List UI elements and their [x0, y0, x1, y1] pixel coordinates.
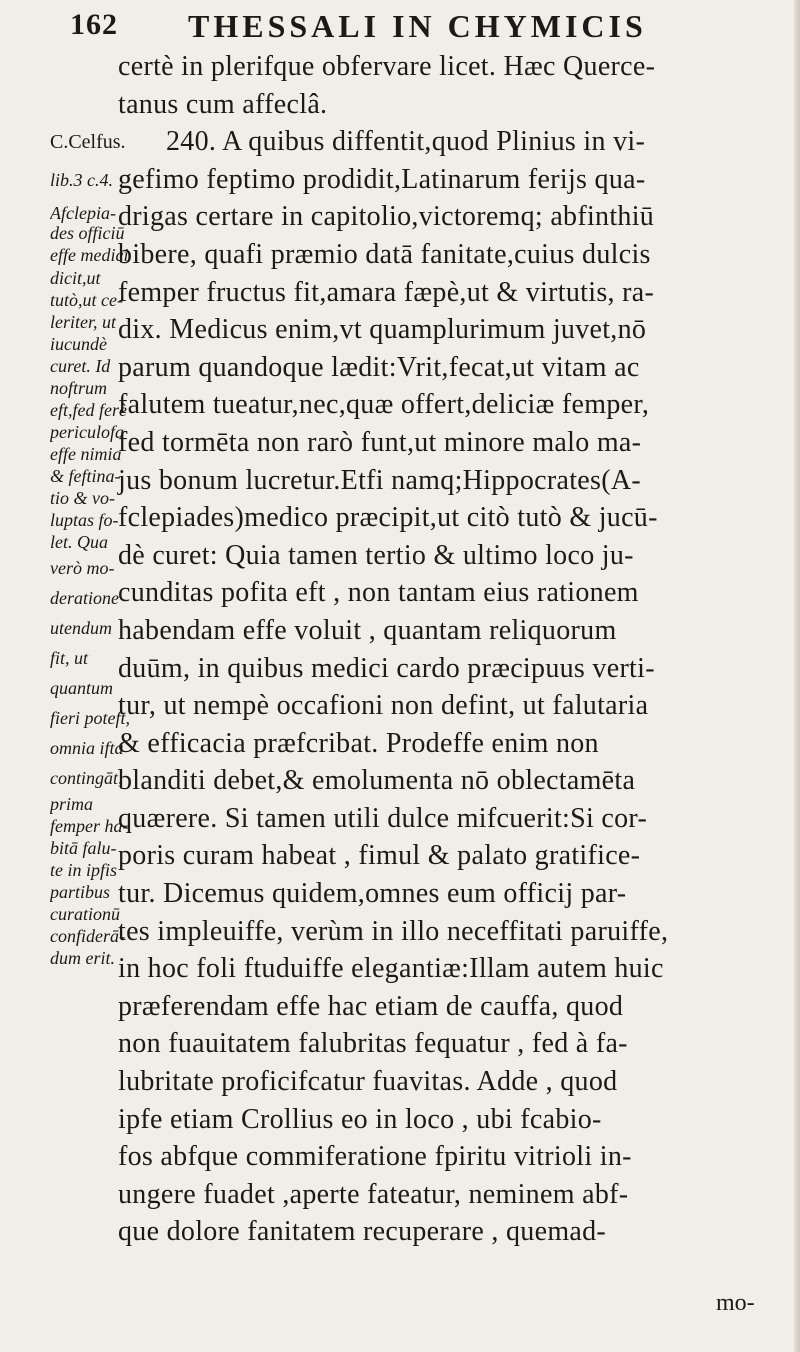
text-line: tanus cum affeclâ.	[118, 88, 328, 120]
margin-note: tutò,ut ce-	[50, 290, 123, 311]
text-line: lubritate proficifcatur fuavitas. Adde , quod	[118, 1066, 618, 1098]
margin-note: te in ipfis	[50, 860, 117, 881]
margin-notes	[50, 124, 162, 969]
margin-note: des officiū	[50, 223, 125, 244]
margin-note: curationū	[50, 904, 120, 925]
margin-note: verò mo-	[50, 558, 115, 579]
text-line: blanditi debet,& emolumenta nō oblectamēta	[118, 765, 636, 797]
catchword: mo-	[716, 1290, 755, 1316]
text-line: falutem tueatur,nec,quæ offert,deliciæ femper,	[118, 389, 650, 421]
margin-note: & feftina-	[50, 466, 121, 487]
text-line: quærere. Si tamen utili dulce mifcuerit:Si cor-	[118, 802, 648, 834]
text-line: 240. A quibus diffentit,quod Plinius in vi-	[166, 126, 646, 158]
margin-note: noftrum	[50, 378, 108, 399]
body-text	[118, 48, 798, 1251]
margin-note: fit, ut	[50, 648, 89, 669]
text-line: jus bonum lucretur.Etfi namq;Hippocrates(A-	[118, 464, 641, 496]
text-line: fed tormēta non rarò funt,ut minore malo ma-	[118, 426, 642, 458]
margin-note: let. Qua	[50, 532, 108, 553]
margin-note: bitā falu-	[50, 838, 117, 859]
running-title: THESSALI IN CHYMICIS	[188, 8, 647, 44]
text-line: femper fructus fit,amara fæpè,ut & virtutis, ra-	[118, 276, 655, 308]
text-line: tur. Dicemus quidem,omnes eum officij par-	[118, 878, 627, 910]
margin-note: lib.3 c.4.	[50, 169, 113, 190]
margin-note: leriter, ut	[50, 312, 116, 333]
margin-note: effe nimia	[50, 444, 122, 465]
text-line: fclepiades)medico præcipit,ut citò tutò & jucū-	[118, 502, 658, 534]
margin-note: eft,fed ferè	[50, 400, 127, 421]
margin-note: contingāt,	[50, 768, 123, 789]
margin-note: dicit,ut	[50, 268, 101, 289]
text-line: habendam effe voluit , quantam reliquorum	[118, 614, 617, 646]
text-line: cunditas pofita eft , non tantam eius rationem	[118, 577, 639, 609]
margin-note: effe medici	[50, 245, 129, 266]
page-header	[70, 8, 790, 48]
margin-note: luptas fo-	[50, 510, 119, 531]
margin-note: C.Celfus.	[50, 131, 126, 153]
margin-note: curet. Id	[50, 356, 111, 377]
margin-note: femper ha-	[50, 816, 129, 837]
margin-note: deratione	[50, 588, 119, 609]
text-line: fos abfque commiferatione fpiritu vitrioli in-	[118, 1141, 632, 1173]
text-line: & efficacia præfcribat. Prodeffe enim non	[118, 727, 599, 759]
margin-note: fieri poteft,	[50, 708, 130, 729]
margin-note: partibus	[50, 882, 111, 903]
text-line: parum quandoque lædit:Vrit,fecat,ut vitam ac	[118, 351, 640, 383]
margin-note: dum erit.	[50, 948, 115, 969]
margin-note: quantum	[50, 678, 113, 699]
page-number: 162	[70, 8, 118, 41]
text-line: non fuauitatem falubritas fequatur , fed à fa-	[118, 1028, 628, 1060]
text-line: præferendam effe hac etiam de cauffa, quod	[118, 990, 624, 1022]
text-line: tur, ut nempè occafioni non defint, ut falutaria	[118, 690, 649, 722]
margin-note: omnia ifta	[50, 738, 124, 759]
text-line: drigas certare in capitolio,victoremq; abfinthiū	[118, 201, 655, 233]
margin-note: utendum	[50, 618, 112, 639]
text-line: tes impleuiffe, verùm in illo neceffitati paruiffe,	[118, 915, 669, 947]
text-line: dè curet: Quia tamen tertio & ultimo loco ju-	[118, 539, 634, 571]
margin-note: prima	[50, 794, 94, 815]
text-line: dix. Medicus enim,vt quamplurimum juvet,nō	[118, 314, 647, 346]
text-line: duūm, in quibus medici cardo præcipuus verti-	[118, 652, 655, 684]
margin-note: periculofa	[50, 422, 124, 443]
text-line: que dolore fanitatem recuperare , quemad-	[118, 1216, 607, 1248]
margin-note: confiderā-	[50, 926, 125, 947]
text-line: in hoc foli ftuduiffe elegantiæ:Illam autem huic	[118, 953, 664, 985]
text-line: ipfe etiam Crollius eo in loco , ubi fcabio-	[118, 1103, 602, 1135]
margin-note: iucundè	[50, 334, 107, 355]
margin-note: tio & vo-	[50, 488, 115, 509]
margin-note: Afclepia-	[50, 203, 116, 224]
text-line: bibere, quafi præmio datā fanitate,cuius dulcis	[118, 238, 651, 270]
text-line: gefimo feptimo prodidit,Latinarum ferijs qua-	[118, 163, 646, 195]
text-line: poris curam habeat , fimul & palato gratifice-	[118, 840, 641, 872]
text-line: certè in plerifque obfervare licet. Hæc Querce-	[118, 51, 656, 82]
text-line: ungere fuadet ,aperte fateatur, neminem abf-	[118, 1178, 629, 1210]
